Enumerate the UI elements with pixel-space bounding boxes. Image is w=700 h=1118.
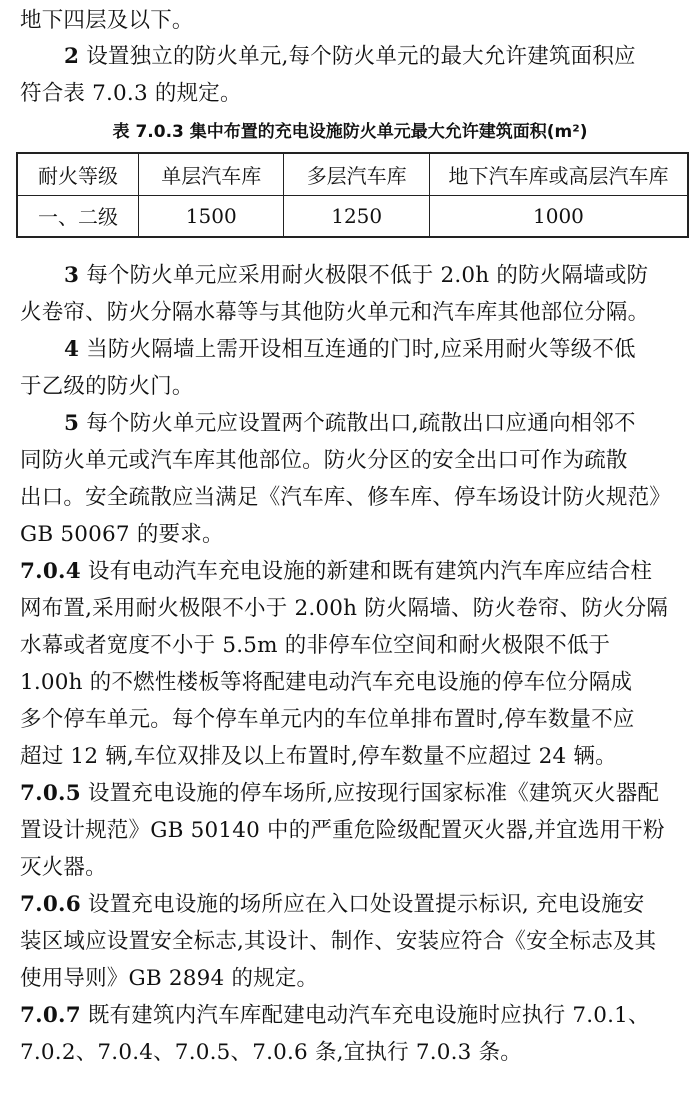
table-cell: 一、二级	[17, 195, 139, 237]
item-3-number: 3	[64, 263, 80, 288]
item-5-text-1: 每个防火单元应设置两个疏散出口,疏散出口应通向相邻不	[79, 411, 636, 436]
clause-704-line-3: 水幕或者宽度不小于 5.5m 的非停车位空间和耐火极限不低于	[20, 633, 611, 658]
clause-707-line-1	[20, 1005, 650, 1027]
table-cell: 1500	[139, 195, 284, 237]
item-4-number: 4	[64, 337, 80, 362]
clause-705-line-2: 置设计规范》GB 50140 中的严重危险级配置灭火器,并宜选用干粉	[20, 818, 665, 843]
clause-704-line-1	[20, 561, 652, 583]
clause-704-text-1: 设有电动汽车充电设施的新建和既有建筑内汽车库应结合柱	[80, 559, 653, 584]
clause-706-line-1	[20, 894, 644, 916]
clause-706-number: 7.0.6	[20, 892, 81, 917]
clause-707-line-2: 7.0.2、7.0.4、7.0.5、7.0.6 条,宜执行 7.0.3 条。	[20, 1040, 522, 1065]
item-2-number: 2	[64, 44, 80, 69]
item-2-line-2: 符合表 7.0.3 的规定。	[20, 81, 242, 106]
clause-704-line-4: 1.00h 的不燃性楼板等将配建电动汽车充电设施的停车位分隔成	[20, 670, 633, 695]
clause-704-line-5: 多个停车单元。每个停车单元内的车位单排布置时,停车数量不应	[20, 707, 635, 732]
clause-704-number: 7.0.4	[20, 559, 81, 584]
item-5-line-2: 同防火单元或汽车库其他部位。防火分区的安全出口可作为疏散	[20, 448, 628, 473]
item-5-number: 5	[64, 411, 80, 436]
table-caption: 表 7.0.3 集中布置的充电设施防火单元最大允许建筑面积(m²)	[112, 122, 588, 142]
clause-707-text-1: 既有建筑内汽车库配建电动汽车充电设施时应执行 7.0.1、	[80, 1003, 650, 1028]
item-5-line-1	[64, 413, 636, 435]
item-3-text-1: 每个防火单元应采用耐火极限不低于 2.0h 的防火隔墙或防	[79, 263, 649, 288]
item-3-line-2: 火卷帘、防火分隔水幕等与其他防火单元和汽车库其他部位分隔。	[20, 300, 650, 325]
table-row	[17, 195, 688, 237]
item-5-line-4: GB 50067 的要求。	[20, 522, 224, 547]
clause-707-number: 7.0.7	[20, 1003, 81, 1028]
item-4-line-2: 于乙级的防火门。	[20, 374, 194, 399]
clause-705-text-1: 设置充电设施的停车场所,应按现行国家标准《建筑灭火器配	[80, 781, 660, 806]
clause-705-number: 7.0.5	[20, 781, 81, 806]
clause-704-line-6: 超过 12 辆,车位双排及以上布置时,停车数量不应超过 24 辆。	[20, 744, 617, 769]
table-cell: 1250	[284, 195, 429, 237]
table-header-row	[17, 153, 688, 195]
table-header-cell: 单层汽车库	[139, 153, 284, 195]
item-2-text-1: 设置独立的防火单元,每个防火单元的最大允许建筑面积应	[79, 44, 636, 69]
intro-line: 地下四层及以下。	[20, 8, 194, 33]
item-3-line-1	[64, 265, 648, 287]
clause-704-line-2: 网布置,采用耐火极限不小于 2.00h 防火隔墙、防火卷帘、防火分隔	[20, 596, 669, 621]
item-2-line-1	[64, 46, 636, 68]
table-header-cell: 地下汽车库或高层汽车库	[429, 153, 688, 195]
clause-705-line-3: 灭火器。	[20, 855, 107, 880]
table-header-cell: 耐火等级	[17, 153, 139, 195]
clause-706-text-1: 设置充电设施的场所应在入口处设置提示标识, 充电设施安	[80, 892, 645, 917]
item-4-text-1: 当防火隔墙上需开设相互连通的门时,应采用耐火等级不低	[79, 337, 636, 362]
clause-706-line-2: 装区域应设置安全标志,其设计、制作、安装应符合《安全标志及其	[20, 929, 657, 954]
clause-706-line-3: 使用导则》GB 2894 的规定。	[20, 966, 319, 991]
item-5-line-3: 出口。安全疏散应当满足《汽车库、修车库、停车场设计防火规范》	[20, 485, 672, 510]
fire-unit-area-table	[16, 152, 689, 238]
item-4-line-1	[64, 339, 636, 361]
clause-705-line-1	[20, 783, 659, 805]
table-cell: 1000	[429, 195, 688, 237]
table-header-cell: 多层汽车库	[284, 153, 429, 195]
